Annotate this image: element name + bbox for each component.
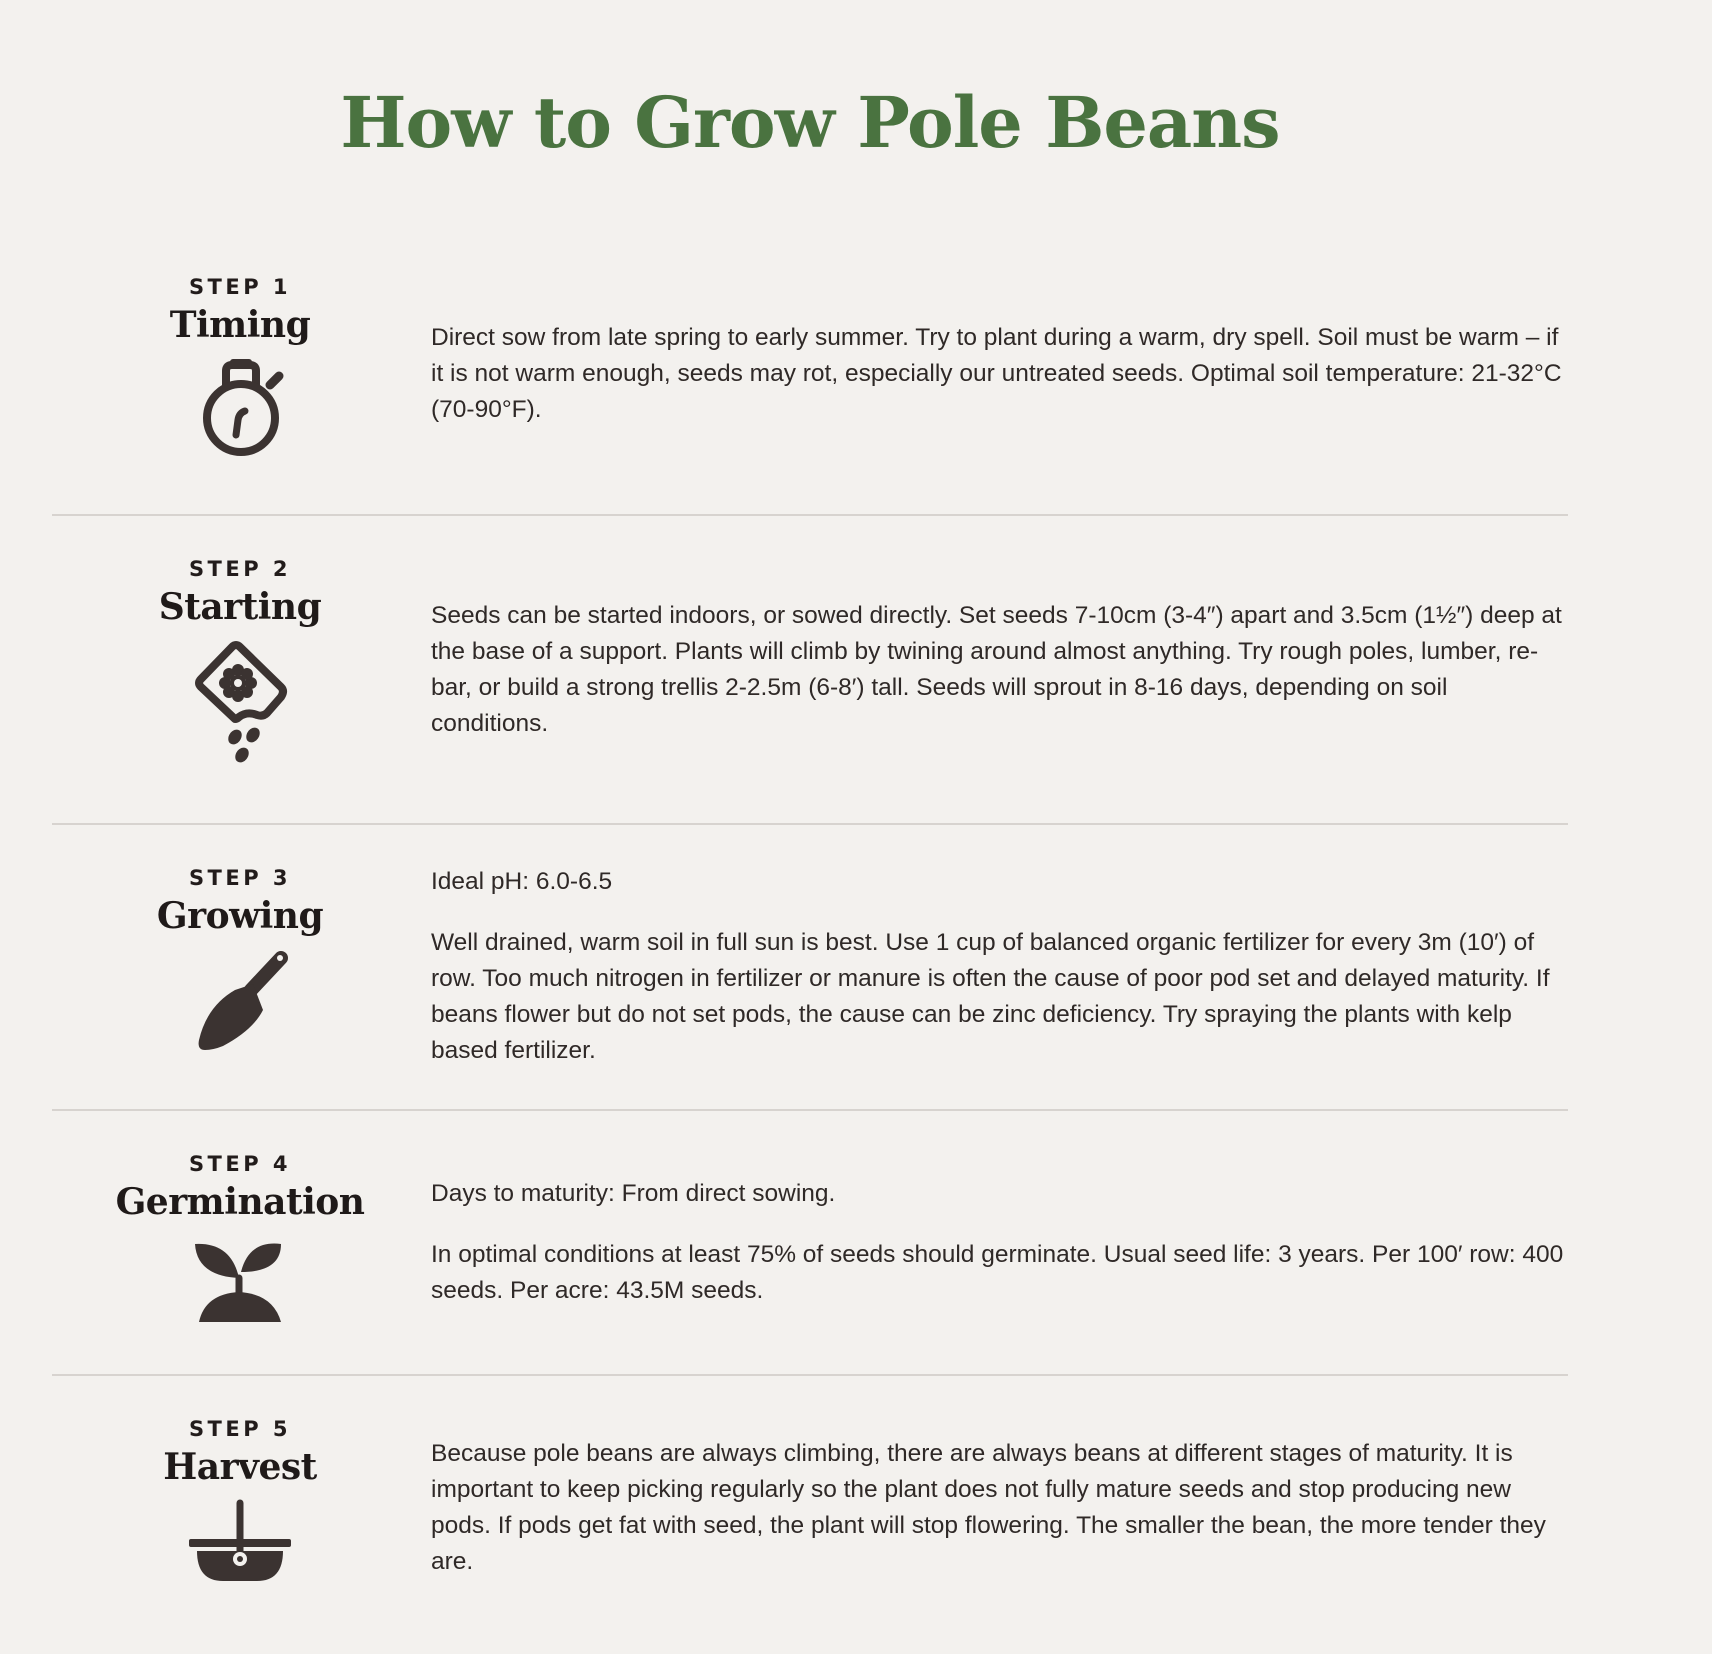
step-header (95, 864, 385, 1058)
step-header (95, 1415, 385, 1583)
step-name: Starting (158, 586, 322, 628)
page-title: How to Grow Pole Beans (340, 81, 1280, 164)
step-header (95, 273, 385, 459)
step-paragraph: Direct sow from late spring to early summer. Try to plant during a warm, dry spell. Soil must be warm – if it is not warm enough, seeds may rot, especially our untreated seeds. Optimal soil temperature: 21-32°C (70-90°F). (431, 324, 1562, 423)
sprout-icon (185, 1232, 295, 1324)
step-header (95, 555, 385, 767)
step-description (431, 598, 1571, 767)
step-paragraph: Because pole beans are always climbing, there are always beans at different stages of maturity. It is important to keep picking regularly so the plant does not fully mature seeds and stop producing new pods. If pods get fat with seed, the plant will stop flowering. The smaller the bean, the more tender they are. (431, 1440, 1546, 1575)
step-name: Harvest (163, 1446, 317, 1488)
step-header (95, 1150, 385, 1324)
step-name: Growing (156, 895, 324, 937)
step-name: Germination (115, 1181, 365, 1223)
step-paragraph: Days to maturity: From direct sowing. (431, 1180, 836, 1207)
basket-icon (185, 1497, 295, 1583)
step-description (431, 1436, 1571, 1605)
step-paragraph: In optimal conditions at least 75% of seeds should germinate. Usual seed life: 3 years. Per 100′ row: 400 seeds. Per acre: 43.5M seeds. (431, 1241, 1564, 1304)
step-label: STEP 5 (188, 1417, 292, 1441)
step-label: STEP 4 (188, 1152, 292, 1176)
step-label: STEP 3 (188, 866, 292, 890)
stopwatch-icon (190, 355, 290, 459)
step-description (431, 864, 1571, 1094)
step-paragraph: Well drained, warm soil in full sun is best. Use 1 cup of balanced organic fertilizer for every 3m (10′) of row. Too much nitrogen in fertilizer or manure is often the cause of poor pod set and delayed maturity. If beans flower but do not set pods, the cause can be zinc deficiency. Try spraying the plants with kelp based fertilizer. (431, 929, 1550, 1064)
step-paragraph: Seeds can be started indoors, or sowed directly. Set seeds 7-10cm (3-4″) apart and 3.5cm (1½″) deep at the base of a support. Plants will climb by twining around almost anything. Try rough poles, lumber, re-bar, or build a strong trellis 2-2.5m (6-8′) tall. Seeds will sprout in 8-16 days, depending on soil conditions. (431, 602, 1562, 737)
step-label: STEP 2 (188, 557, 292, 581)
step-description (431, 320, 1571, 453)
divider (52, 514, 1568, 516)
divider (52, 1109, 1568, 1111)
trowel-icon (185, 946, 295, 1058)
step-paragraph: Ideal pH: 6.0-6.5 (431, 868, 613, 895)
step-name: Timing (169, 304, 311, 346)
step-description (431, 1176, 1571, 1334)
divider (52, 1374, 1568, 1376)
divider (52, 823, 1568, 825)
step-label: STEP 1 (188, 275, 292, 299)
seed-packet-icon (185, 637, 295, 767)
